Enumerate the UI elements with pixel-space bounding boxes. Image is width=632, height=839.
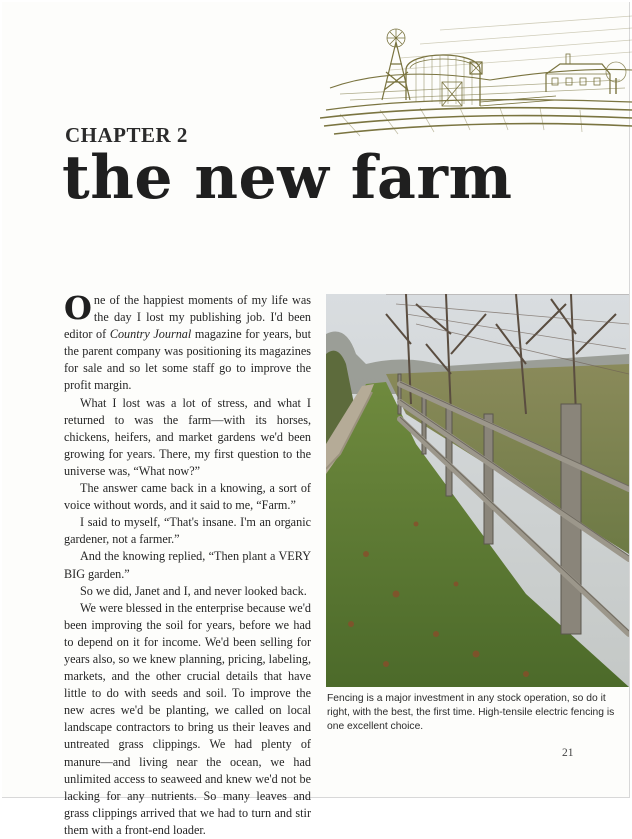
- italic-title: Country Journal: [109, 327, 192, 342]
- body-text-column: [64, 289, 311, 839]
- dropcap-letter: O: [64, 289, 92, 327]
- paragraph: [64, 583, 311, 600]
- farm-engraving-illustration: [320, 10, 632, 138]
- paragraph-text: We were blessed in the enterprise because we'd been improving the soil for years, before we had to depend on it for income. We'd been selling for years also, so we knew planning, pricing, labeling, markets, and the other crucial details that have little to do with seeds and soil. To improve the new acres we'd be planting, we called on local landscape contractors to bring us their leaves and untreated grass clippings. We had plenty of manure—and living near the ocean, we had unlimited access to seaweed and knew we'd not be lacking for any nutrients. So many leaves and grass clippings arrived that we had to turn and stir them with a front-end loader.: [64, 600, 311, 837]
- photo-caption: Fencing is a major investment in any stock operation, so do it right, with the best, the first time. High-tensile electric fencing is one excellent choice.: [327, 693, 615, 732]
- paragraph: [64, 514, 311, 548]
- paragraph-text: And the knowing replied, “Then plant a VERY BIG garden.”: [64, 549, 311, 581]
- paragraph-text: I said to myself, “That's insane. I'm an organic gardener, not a farmer.”: [64, 515, 311, 547]
- chapter-label: CHAPTER 2: [65, 123, 188, 147]
- fence-lane-photo: [326, 294, 629, 687]
- paragraph-text: ne of the happiest moments of my life was the day I lost my publishing job. I'd been editor of Country Journal magazine for years, but the parent company was positioning its magazines for sale and so let some staff go to improve the profit margin.: [64, 293, 311, 393]
- paragraph: [64, 548, 311, 582]
- paragraph-text: What I lost was a lot of stress, and what I returned to was the farm—with its horses, chickens, heifers, and market gardens we'd been growing for years. There, my first question to the universe was, “What now?”: [64, 395, 311, 478]
- paragraph-text: The answer came back in a knowing, a sort of voice without words, and it said to me, “Farm.”: [64, 481, 311, 513]
- page-number: 21: [562, 747, 574, 759]
- paragraph: [64, 480, 311, 514]
- book-page: [2, 2, 630, 837]
- chapter-title: the new farm: [62, 143, 513, 213]
- paragraph-text: So we did, Janet and I, and never looked back.: [80, 583, 307, 598]
- paragraph: [64, 600, 311, 839]
- paragraph: [64, 395, 311, 480]
- paragraph: [64, 289, 311, 395]
